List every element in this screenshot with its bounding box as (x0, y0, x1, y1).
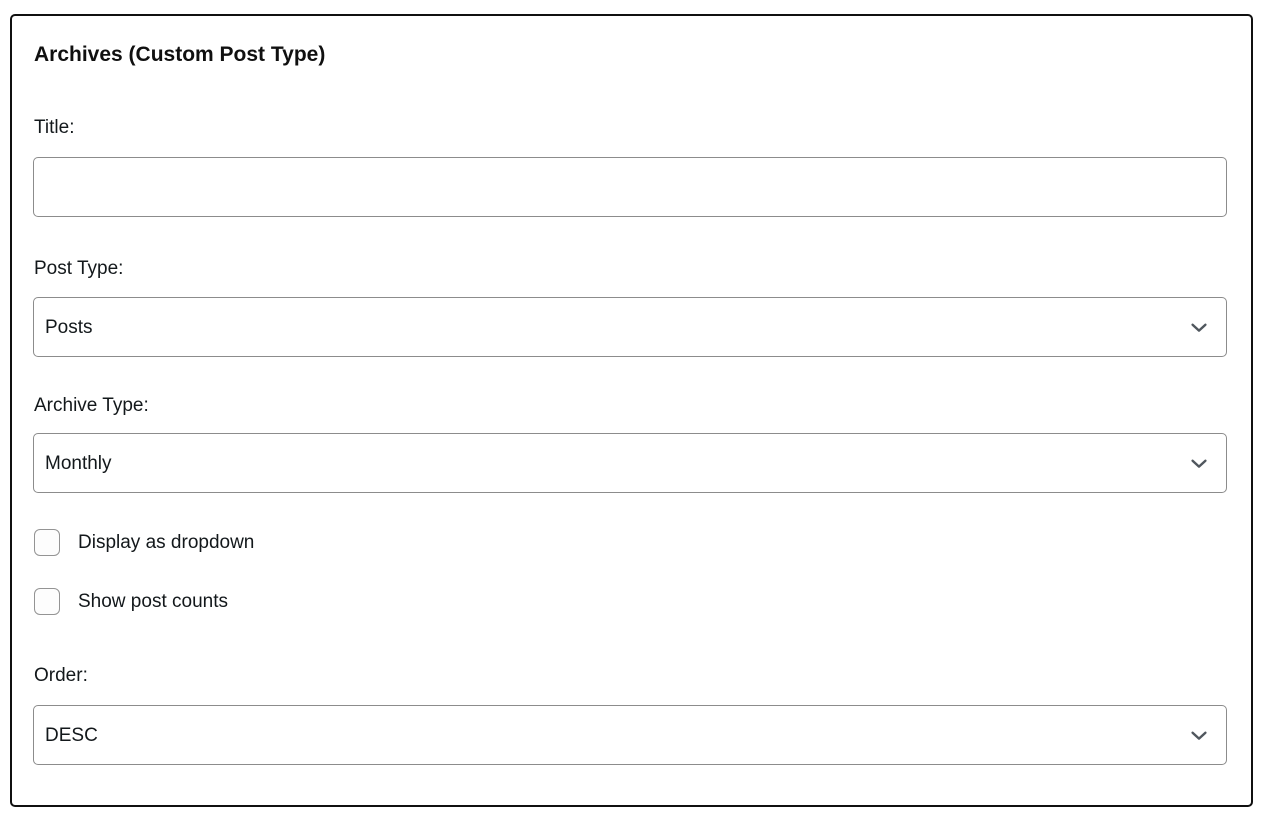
archive-type-select[interactable] (33, 433, 1227, 493)
title-field-label: Title: (34, 117, 75, 138)
show-post-counts-row (34, 588, 1227, 615)
show-post-counts-checkbox[interactable] (34, 588, 60, 615)
display-as-dropdown-checkbox[interactable] (34, 529, 60, 556)
order-select-wrap (33, 705, 1227, 765)
display-as-dropdown-row (34, 529, 1227, 556)
archives-widget-settings-panel (10, 14, 1253, 807)
show-post-counts-label: Show post counts (78, 591, 228, 612)
order-select[interactable] (33, 705, 1227, 765)
post-type-select-wrap (33, 297, 1227, 357)
post-type-field-label: Post Type: (34, 258, 124, 279)
archive-type-select-wrap (33, 433, 1227, 493)
post-type-select[interactable] (33, 297, 1227, 357)
widget-heading: Archives (Custom Post Type) (34, 43, 326, 66)
archive-type-field-label: Archive Type: (34, 395, 149, 416)
order-field-label: Order: (34, 665, 88, 686)
display-as-dropdown-label: Display as dropdown (78, 532, 255, 553)
title-input[interactable] (33, 157, 1227, 217)
